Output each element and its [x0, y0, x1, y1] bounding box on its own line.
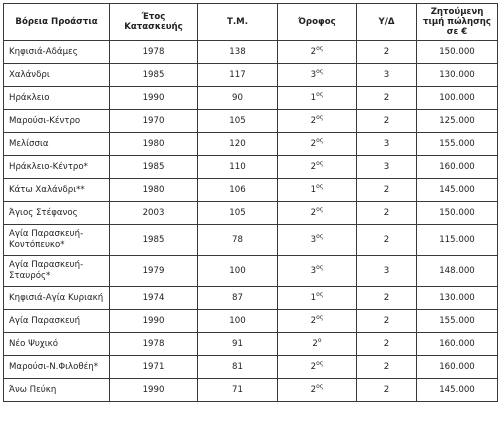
- cell-price: 130.000: [417, 287, 498, 310]
- floor-number: 3: [310, 234, 317, 245]
- cell-year: 1985: [110, 64, 198, 87]
- cell-sqm: 91: [198, 333, 278, 356]
- table-row: [4, 379, 498, 402]
- cell-price: 155.000: [417, 133, 498, 156]
- cell-price: 145.000: [417, 379, 498, 402]
- header-price: Ζητούμενη τιμή πώλησης σε €: [417, 4, 498, 41]
- table-row: [4, 202, 498, 225]
- cell-floor: [278, 287, 357, 310]
- cell-floor: [278, 64, 357, 87]
- floor-number: 2: [310, 161, 317, 172]
- property-listings-table: [3, 3, 498, 402]
- floor-ordinal-suffix: ος: [316, 313, 324, 321]
- cell-sqm: 100: [198, 310, 278, 333]
- cell-area: Άγιος Στέφανος: [4, 202, 110, 225]
- cell-year: 1985: [110, 156, 198, 179]
- cell-bedbath: 2: [357, 110, 417, 133]
- floor-number: 1: [310, 92, 317, 103]
- cell-bedbath: 2: [357, 87, 417, 110]
- cell-year: 1979: [110, 256, 198, 287]
- floor-number: 2: [310, 115, 317, 126]
- cell-area: Μαρούσι-Κέντρο: [4, 110, 110, 133]
- cell-price: 125.000: [417, 110, 498, 133]
- cell-floor: [278, 310, 357, 333]
- floor-number: 2: [312, 338, 318, 349]
- cell-price: 160.000: [417, 356, 498, 379]
- header-sqm: Τ.Μ.: [198, 4, 278, 41]
- cell-year: 1980: [110, 133, 198, 156]
- cell-sqm: 105: [198, 110, 278, 133]
- table-row: [4, 87, 498, 110]
- floor-ordinal-suffix: ος: [316, 263, 324, 271]
- cell-price: 130.000: [417, 64, 498, 87]
- cell-area: Χαλάνδρι: [4, 64, 110, 87]
- floor-ordinal-suffix: ο: [317, 336, 322, 344]
- cell-bedbath: 2: [357, 202, 417, 225]
- table-row: [4, 133, 498, 156]
- cell-year: 1990: [110, 310, 198, 333]
- cell-floor: [278, 256, 357, 287]
- cell-price: 150.000: [417, 202, 498, 225]
- cell-floor: [278, 133, 357, 156]
- floor-number: 2: [310, 384, 317, 395]
- cell-bedbath: 2: [357, 179, 417, 202]
- cell-bedbath: 2: [357, 41, 417, 64]
- floor-number: 1: [310, 292, 317, 303]
- cell-year: 1978: [110, 333, 198, 356]
- cell-area: Κηφισιά-Αδάμες: [4, 41, 110, 64]
- cell-floor: [278, 179, 357, 202]
- cell-area: Ηράκλειο: [4, 87, 110, 110]
- cell-floor: [278, 356, 357, 379]
- cell-sqm: 120: [198, 133, 278, 156]
- cell-area: Αγία Παρασκευή-Κοντόπευκο*: [4, 225, 110, 256]
- floor-number: 2: [310, 361, 317, 372]
- cell-bedbath: 2: [357, 356, 417, 379]
- cell-floor: [278, 41, 357, 64]
- floor-ordinal-suffix: ος: [316, 113, 324, 121]
- cell-bedbath: 2: [357, 379, 417, 402]
- cell-price: 100.000: [417, 87, 498, 110]
- cell-bedbath: 2: [357, 287, 417, 310]
- floor-ordinal-suffix: ος: [316, 44, 324, 52]
- cell-year: 1980: [110, 179, 198, 202]
- floor-ordinal-suffix: ος: [316, 290, 324, 298]
- floor-ordinal-suffix: ος: [316, 205, 324, 213]
- floor-ordinal-suffix: ος: [316, 382, 324, 390]
- table-row: [4, 287, 498, 310]
- cell-year: 1985: [110, 225, 198, 256]
- cell-year: 1970: [110, 110, 198, 133]
- table-row: [4, 333, 498, 356]
- header-area: Βόρεια Προάστια: [4, 4, 110, 41]
- table-row: [4, 310, 498, 333]
- floor-ordinal-suffix: ος: [316, 90, 324, 98]
- cell-sqm: 106: [198, 179, 278, 202]
- floor-number: 3: [310, 265, 317, 276]
- table-header-row: [4, 4, 498, 41]
- table-row: [4, 110, 498, 133]
- floor-number: 1: [310, 184, 317, 195]
- cell-floor: [278, 333, 357, 356]
- cell-area: Μελίσσια: [4, 133, 110, 156]
- table-row: [4, 179, 498, 202]
- cell-price: 155.000: [417, 310, 498, 333]
- cell-sqm: 87: [198, 287, 278, 310]
- floor-ordinal-suffix: ος: [316, 182, 324, 190]
- cell-bedbath: 2: [357, 310, 417, 333]
- cell-year: 1978: [110, 41, 198, 64]
- cell-price: 150.000: [417, 41, 498, 64]
- cell-bedbath: 3: [357, 133, 417, 156]
- floor-number: 2: [310, 46, 317, 57]
- cell-floor: [278, 202, 357, 225]
- cell-bedbath: 2: [357, 333, 417, 356]
- cell-year: 1974: [110, 287, 198, 310]
- cell-floor: [278, 379, 357, 402]
- cell-floor: [278, 87, 357, 110]
- cell-area: Ηράκλειο-Κέντρο*: [4, 156, 110, 179]
- cell-area: Νέο Ψυχικό: [4, 333, 110, 356]
- cell-area: Αγία Παρασκευή-Σταυρός*: [4, 256, 110, 287]
- floor-number: 2: [310, 207, 317, 218]
- table-row: [4, 256, 498, 287]
- floor-ordinal-suffix: ος: [316, 67, 324, 75]
- cell-price: 145.000: [417, 179, 498, 202]
- cell-area: Αγία Παρασκευή: [4, 310, 110, 333]
- cell-price: 148.000: [417, 256, 498, 287]
- cell-sqm: 81: [198, 356, 278, 379]
- floor-number: 2: [310, 138, 317, 149]
- table-row: [4, 356, 498, 379]
- cell-floor: [278, 156, 357, 179]
- floor-ordinal-suffix: ος: [316, 232, 324, 240]
- cell-sqm: 100: [198, 256, 278, 287]
- cell-sqm: 105: [198, 202, 278, 225]
- cell-price: 160.000: [417, 333, 498, 356]
- cell-sqm: 71: [198, 379, 278, 402]
- cell-sqm: 110: [198, 156, 278, 179]
- cell-year: 1990: [110, 379, 198, 402]
- cell-sqm: 90: [198, 87, 278, 110]
- header-bedbath: Υ/Δ: [357, 4, 417, 41]
- floor-ordinal-suffix: ος: [316, 359, 324, 367]
- cell-area: Κηφισιά-Αγία Κυριακή: [4, 287, 110, 310]
- header-floor: Όροφος: [278, 4, 357, 41]
- table-row: [4, 64, 498, 87]
- cell-year: 1990: [110, 87, 198, 110]
- cell-sqm: 78: [198, 225, 278, 256]
- cell-bedbath: 3: [357, 156, 417, 179]
- cell-year: 2003: [110, 202, 198, 225]
- table-row: [4, 225, 498, 256]
- cell-sqm: 117: [198, 64, 278, 87]
- header-year: Έτος Κατασκευής: [110, 4, 198, 41]
- table-body: [4, 41, 498, 402]
- floor-number: 2: [310, 315, 317, 326]
- floor-number: 3: [310, 69, 317, 80]
- cell-year: 1971: [110, 356, 198, 379]
- cell-area: Μαρούσι-Ν.Φιλοθέη*: [4, 356, 110, 379]
- cell-floor: [278, 225, 357, 256]
- cell-bedbath: 2: [357, 225, 417, 256]
- table-row: [4, 41, 498, 64]
- cell-price: 115.000: [417, 225, 498, 256]
- table-row: [4, 156, 498, 179]
- cell-price: 160.000: [417, 156, 498, 179]
- cell-bedbath: 3: [357, 64, 417, 87]
- floor-ordinal-suffix: ος: [316, 136, 324, 144]
- cell-area: Κάτω Χαλάνδρι**: [4, 179, 110, 202]
- cell-bedbath: 3: [357, 256, 417, 287]
- cell-sqm: 138: [198, 41, 278, 64]
- cell-area: Άνω Πεύκη: [4, 379, 110, 402]
- floor-ordinal-suffix: ος: [316, 159, 324, 167]
- cell-floor: [278, 110, 357, 133]
